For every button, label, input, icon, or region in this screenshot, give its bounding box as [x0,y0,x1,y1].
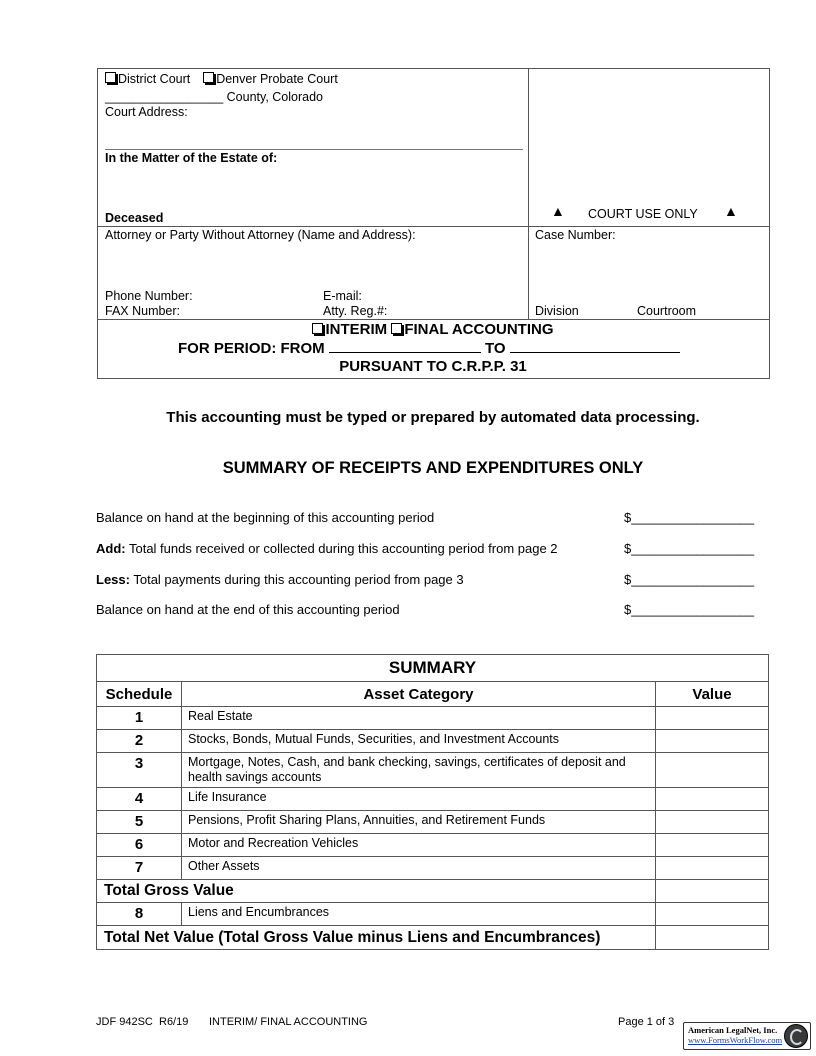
asset-category: Other Assets [182,857,656,880]
table-row [97,730,769,753]
court-use-only-label: COURT USE ONLY [588,207,698,221]
summary-table [96,654,769,950]
division-label: Division [535,304,579,318]
final-accounting-label: FINAL ACCOUNTING [404,321,554,338]
triangle-up-icon: ▲ [724,203,738,219]
phone-number-label: Phone Number: [105,289,193,303]
summary-heading: SUMMARY OF RECEIPTS AND EXPENDITURES ONLY [222,459,644,477]
asset-category: Pensions, Profit Sharing Plans, Annuities, and Retirement Funds [182,811,656,834]
asset-category: Motor and Recreation Vehicles [182,834,656,857]
funds-received-label: Add: Total funds received or collected during this accounting period from page 2 [96,541,558,556]
schedule-number: 7 [97,857,182,880]
final-accounting-checkbox[interactable] [391,323,402,334]
denver-probate-court-checkbox[interactable] [203,72,214,83]
period-from-field[interactable] [329,352,481,353]
balance-end-amount[interactable]: $_________________ [624,602,755,617]
triangle-up-icon: ▲ [551,203,565,219]
value-cell[interactable] [656,788,769,811]
asset-category: Life Insurance [182,788,656,811]
asset-category: Liens and Encumbrances [182,903,656,926]
value-cell[interactable] [656,753,769,788]
value-cell[interactable] [656,857,769,880]
asset-category: Real Estate [182,707,656,730]
address-underline [105,149,523,150]
value-cell[interactable] [656,707,769,730]
table-row [97,707,769,730]
interim-label: INTERIM [325,321,388,338]
schedule-number: 6 [97,834,182,857]
district-court-label: District Court [118,72,191,86]
logo-url[interactable]: www.FormsWorkFlow.com [688,1035,783,1045]
balance-beginning-amount[interactable]: $_________________ [624,510,755,525]
asset-category: Stocks, Bonds, Mutual Funds, Securities, and Investment Accounts [182,730,656,753]
value-header: Value [656,682,769,707]
value-cell[interactable] [656,730,769,753]
balance-beginning-label: Balance on hand at the beginning of this accounting period [96,510,435,525]
caption-row-line [97,319,769,320]
form-title: INTERIM/ FINAL ACCOUNTING [209,1016,368,1028]
table-row [97,834,769,857]
accounting-type [97,321,769,338]
globe-icon [784,1024,808,1048]
payments-label: Less: Total payments during this accounting period from page 3 [96,572,464,587]
deceased-label: Deceased [105,211,164,225]
email-label: E-mail: [323,289,362,303]
table-row [97,788,769,811]
asset-category: Mortgage, Notes, Cash, and bank checking, savings, certificates of deposit and health savings accounts [182,753,656,788]
court-selection [105,72,338,86]
total-gross-value[interactable] [656,880,769,903]
pursuant-label: PURSUANT TO C.R.P.P. 31 [339,358,527,375]
interim-checkbox[interactable] [312,323,323,334]
caption-row-line [97,226,769,227]
table-row [97,903,769,926]
form-revision: R6/19 [159,1016,189,1028]
district-court-checkbox[interactable] [105,72,116,83]
total-net-value[interactable] [656,926,769,950]
court-address-label: Court Address: [105,105,188,119]
case-number-label: Case Number: [535,228,616,242]
value-cell[interactable] [656,903,769,926]
schedule-header: Schedule [97,682,182,707]
asset-category-header: Asset Category [182,682,656,707]
county-line[interactable]: _________________ County, Colorado [105,90,324,104]
denver-probate-court-label: Denver Probate Court [216,72,338,86]
schedule-number: 5 [97,811,182,834]
fax-number-label: FAX Number: [105,304,181,318]
total-net-label: Total Net Value (Total Gross Value minus Liens and Encumbrances) [97,926,656,950]
logo-name: American LegalNet, Inc. [688,1025,778,1035]
caption-divider [528,68,529,319]
period-line [178,340,680,357]
summary-table-title: SUMMARY [97,655,769,682]
total-gross-row [97,880,769,903]
table-row [97,753,769,788]
table-row [97,811,769,834]
balance-end-label: Balance on hand at the end of this accounting period [96,602,400,617]
to-label: TO [485,340,506,357]
total-net-row [97,926,769,950]
americanlegalnet-logo[interactable] [683,1022,811,1050]
schedule-number: 8 [97,903,182,926]
page-number: Page 1 of 3 [618,1016,675,1028]
schedule-number: 3 [97,753,182,788]
schedule-number: 4 [97,788,182,811]
value-cell[interactable] [656,811,769,834]
payments-amount[interactable]: $_________________ [624,572,755,587]
schedule-number: 2 [97,730,182,753]
schedule-number: 1 [97,707,182,730]
period-to-field[interactable] [510,352,680,353]
value-cell[interactable] [656,834,769,857]
for-period-label: FOR PERIOD: FROM [178,340,325,357]
total-gross-label: Total Gross Value [97,880,656,903]
automated-processing-notice: This accounting must be typed or prepared by automated data processing. [166,409,700,426]
matter-of-estate-label: In the Matter of the Estate of: [105,151,278,165]
form-id: JDF 942SC [96,1016,153,1028]
courtroom-label: Courtroom [637,304,697,318]
atty-reg-label: Atty. Reg.#: [323,304,388,318]
attorney-label: Attorney or Party Without Attorney (Name and Address): [105,228,416,242]
table-row [97,857,769,880]
funds-received-amount[interactable]: $_________________ [624,541,755,556]
